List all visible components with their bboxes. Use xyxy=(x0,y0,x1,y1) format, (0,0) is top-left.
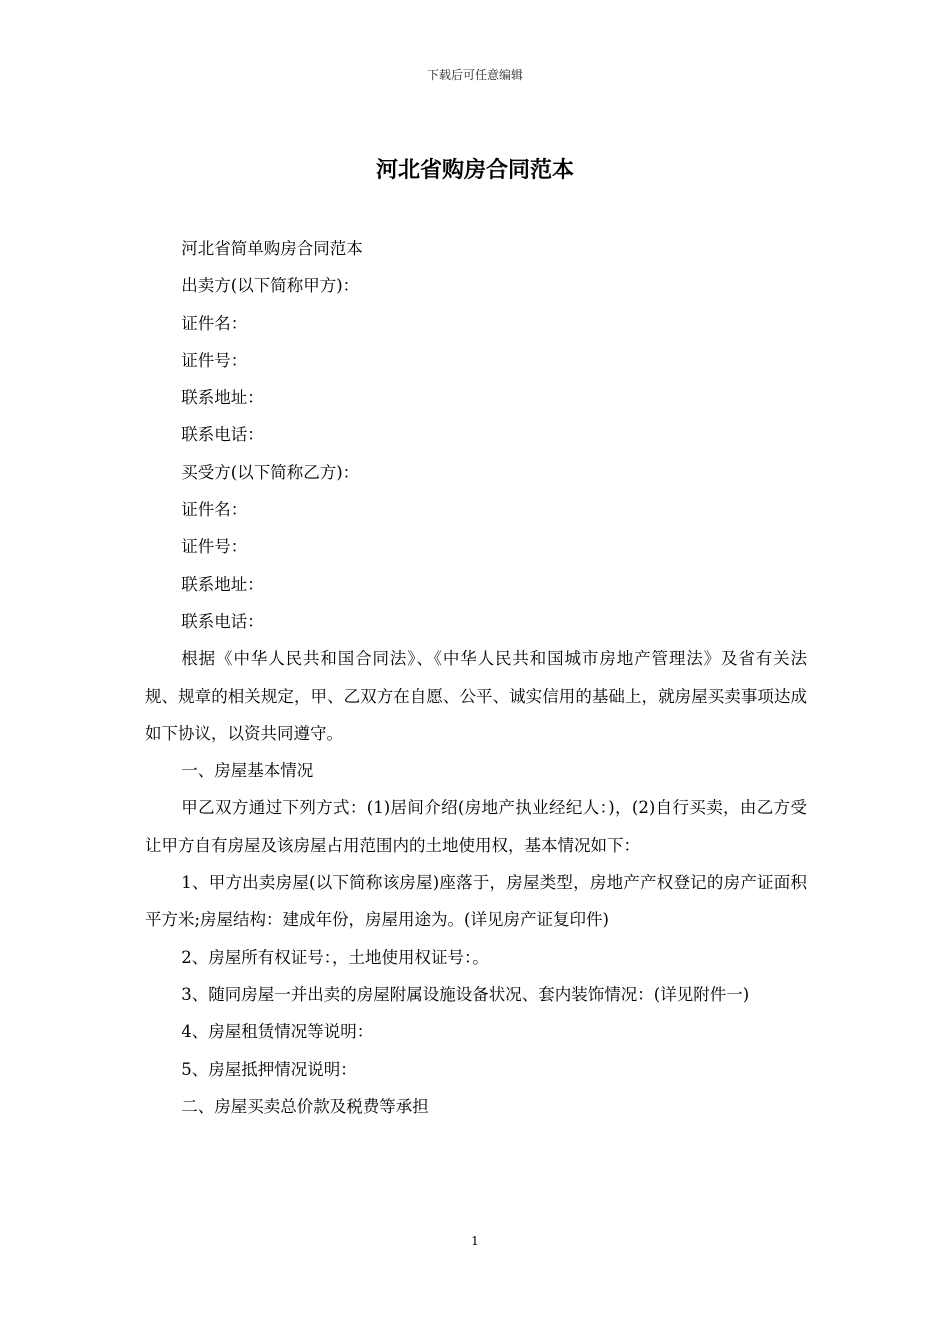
header-note: 下载后可任意编辑 xyxy=(426,68,523,82)
section-heading-2: 二、房屋买卖总价款及税费等承担 xyxy=(181,1096,429,1116)
paragraph-buyer-heading: 买受方(以下简称乙方)： xyxy=(181,462,360,482)
paragraph-buyer-phone: 联系电话： xyxy=(181,611,264,631)
paragraph-seller-phone: 联系电话： xyxy=(181,425,264,445)
paragraph-buyer-id-name: 证件名： xyxy=(181,500,248,520)
document-body xyxy=(145,230,807,1125)
paragraph-seller-address: 联系地址： xyxy=(181,388,264,408)
paragraph-subtitle: 河北省简单购房合同范本 xyxy=(181,239,363,258)
paragraph-legal-basis: 根据《中华人民共和国合同法》、《中华人民共和国城市房地产管理法》及省有关法规、规章的相关规定，甲、乙双方在自愿、公平、诚实信用的基础上，就房屋买卖事项达成如下协议，以资共同遵守。 xyxy=(145,649,807,743)
paragraph-seller-id-number: 证件号： xyxy=(181,350,248,370)
paragraph-buyer-id-number: 证件号： xyxy=(181,537,248,557)
paragraph-seller-id-name: 证件名： xyxy=(181,313,248,333)
paragraph-item-1: 1、甲方出卖房屋(以下简称该房屋)座落于，房屋类型，房地产产权登记的房产证面积平方米;房屋结构：建成年份，房屋用途为。(详见房产证复印件) xyxy=(145,873,807,930)
paragraph-seller-heading: 出卖方(以下简称甲方)： xyxy=(181,276,360,296)
section-heading-1: 一、房屋基本情况 xyxy=(181,761,314,781)
paragraph-item-4: 4、房屋租赁情况等说明： xyxy=(181,1022,374,1042)
paragraph-item-2: 2、房屋所有权证号：，土地使用权证号：。 xyxy=(181,947,489,967)
document-title: 河北省购房合同范本 xyxy=(375,157,574,183)
paragraph-item-5: 5、房屋抵押情况说明： xyxy=(181,1059,357,1079)
paragraph-item-3: 3、随同房屋一并出卖的房屋附属设施设备状况、套内装饰情况：(详见附件一) xyxy=(181,984,750,1004)
paragraph-transaction-method: 甲乙双方通过下列方式：(1)居间介绍(房地产执业经纪人：)，(2)自行买卖，由乙方受让甲方自有房屋及该房屋占用范围内的土地使用权，基本情况如下： xyxy=(145,798,807,855)
page-number: 1 xyxy=(471,1234,479,1248)
paragraph-buyer-address: 联系地址： xyxy=(181,574,264,594)
